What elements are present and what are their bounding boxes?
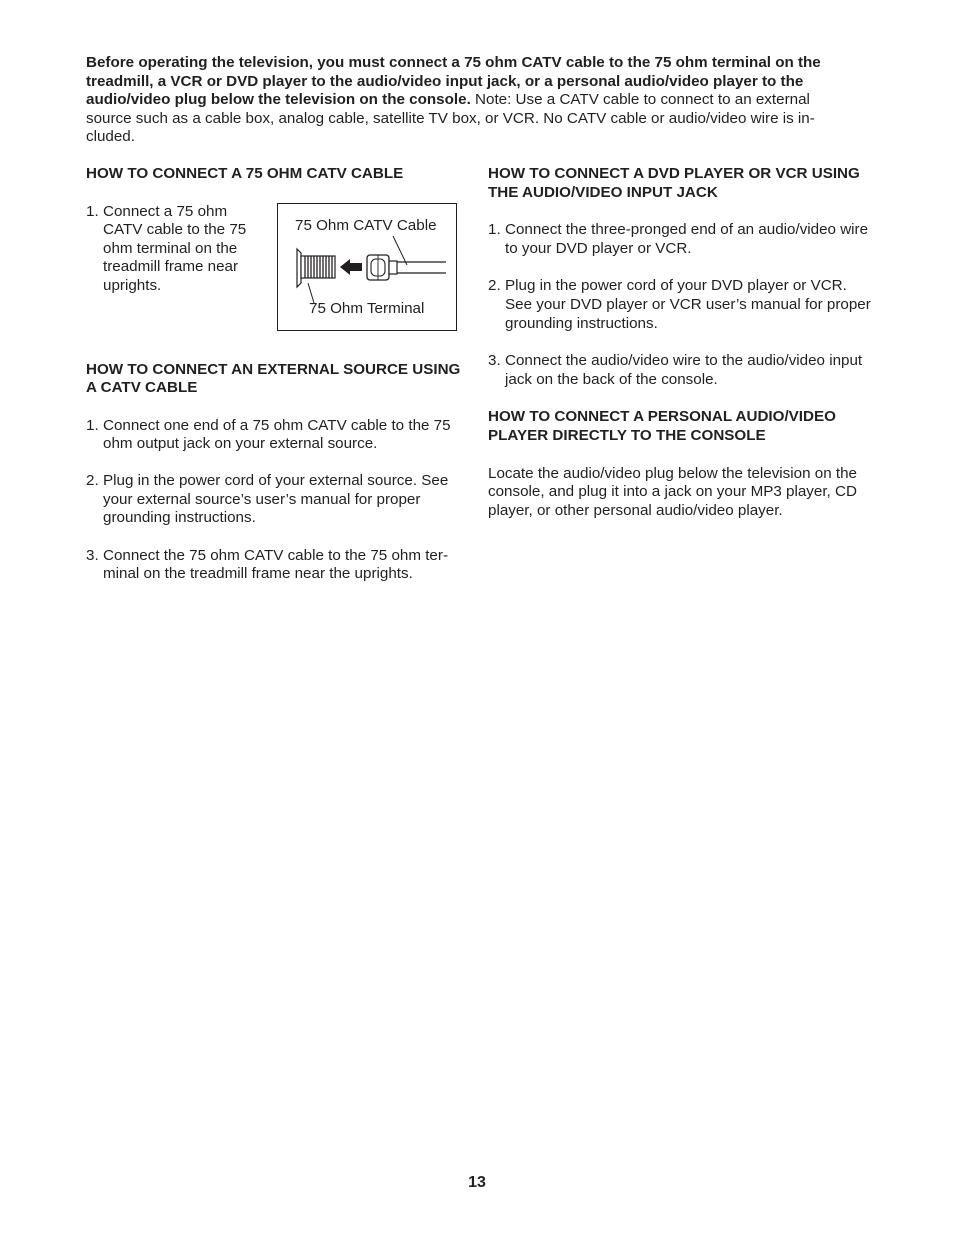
step-number: 1. xyxy=(86,202,99,220)
dvd-step-3 xyxy=(488,352,873,389)
step-text: Connect one end of a 75 ohm CATV cable to the 75 ohm output jack on your external source. xyxy=(103,416,451,453)
heading-dvd-vcr: HOW TO CONNECT A DVD PLAYER OR VCR USING THE AUDIO/VIDEO INPUT JACK xyxy=(488,165,860,201)
step-text: Plug in the power cord of your external source. See your external source’s user’s manual for proper grounding instructions. xyxy=(103,471,449,527)
external-step-1 xyxy=(86,417,466,454)
heading-catv: HOW TO CONNECT A 75 OHM CATV CABLE xyxy=(86,165,404,182)
threaded-terminal-shape xyxy=(301,256,335,278)
dvd-step-2 xyxy=(488,277,873,333)
right-column xyxy=(488,165,873,520)
intro-bold-text: Before operating the television, you must connect a 75 ohm CATV cable to the 75 ohm terminal on the treadmill, a VCR or DVD player to the audio/video input jack, or a personal audio/video player to the audio/video plug below the television on the console. xyxy=(86,54,821,109)
dvd-step-1 xyxy=(488,221,873,258)
step-number: 3. xyxy=(488,352,501,370)
heading-external-source: HOW TO CONNECT AN EXTERNAL SOURCE USING A CATV CABLE xyxy=(86,360,461,397)
step-text: Connect a 75 ohm CATV cable to the 75 ohm terminal on the treadmill frame near uprights. xyxy=(103,202,247,294)
arrow-icon xyxy=(340,259,362,275)
catv-step-1 xyxy=(86,203,261,296)
step-number: 2. xyxy=(488,277,501,295)
label-ohm-terminal: 75 Ohm Terminal xyxy=(309,299,425,317)
step-number: 1. xyxy=(86,416,99,434)
step-number: 1. xyxy=(488,221,501,239)
intro-note-text: Note: Use a CATV cable to connect to an external source such as a cable box, analog cable, satellite TV box, or VCR. No CATV cable or audio/video wire is in- cluded. xyxy=(86,91,815,146)
catv-connection-figure xyxy=(277,203,457,331)
step-text: Plug in the power cord of your DVD player or VCR. See your DVD player or VCR user’s manual for proper grounding instructions. xyxy=(505,277,871,332)
page-number: 13 xyxy=(468,1174,486,1191)
terminal-plate-shape xyxy=(297,249,301,287)
step-number: 2. xyxy=(86,471,99,489)
step-text: Connect the audio/video wire to the audio/video input jack on the back of the console. xyxy=(505,352,863,388)
step-number: 3. xyxy=(86,546,99,564)
left-column xyxy=(86,165,466,584)
catv-step-with-figure xyxy=(86,203,466,333)
personal-player-instructions: Locate the audio/video plug below the television on the console, and plug it into a jack on your MP3 player, CD player, or other personal audio/video player. xyxy=(488,464,857,519)
external-step-2 xyxy=(86,472,466,528)
external-step-3 xyxy=(86,547,466,584)
label-catv-cable: 75 Ohm CATV Cable xyxy=(295,216,437,234)
heading-personal-player: HOW TO CONNECT A PERSONAL AUDIO/VIDEO PLAYER DIRECTLY TO THE CONSOLE xyxy=(488,408,836,444)
step-text: Connect the 75 ohm CATV cable to the 75 ohm ter- minal on the treadmill frame near the uprights. xyxy=(103,546,448,583)
step-text: Connect the three-pronged end of an audio/video wire to your DVD player or VCR. xyxy=(505,221,869,257)
intro-paragraph xyxy=(86,54,846,147)
